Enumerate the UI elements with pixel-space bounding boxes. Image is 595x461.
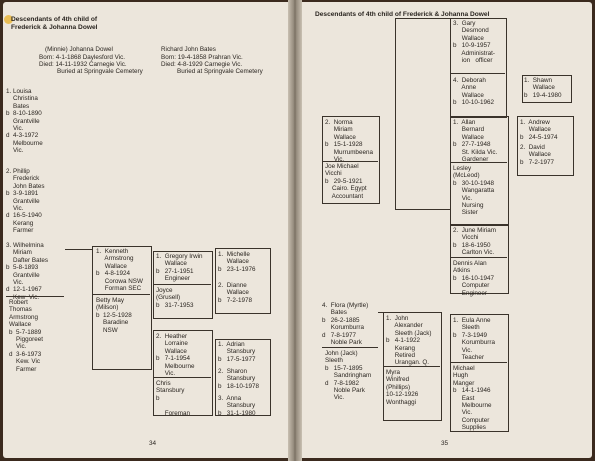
eula-entry: 1. Eula Anne Sleeth b 7-3-1949 Korumburra Vic. Teacher <box>453 317 495 362</box>
andrew-entry: 1. Andrew Wallace b 24-5-1974 <box>520 119 558 141</box>
father-died: Died: 4-8-1929 Carnegie Vic. <box>161 61 243 68</box>
spouse-divider <box>322 161 378 162</box>
left-title-line1: Descendants of 4th child of <box>11 16 98 23</box>
father-buried: Buried at Springvale Cemetery <box>177 68 263 75</box>
gggc-4-entry: 2. Sharon Stansbury b 18-10-1978 <box>218 368 259 390</box>
grandchild-1-spouse: Betty May (Milson) b 12-5-1928 Baradine NSW <box>96 297 132 334</box>
eula-spouse: Michael Hugh Manger b 14-1-1946 East Melbourne Vic. Computer Supplies <box>453 365 492 432</box>
child-4-spouse: John (Jack) Sleeth b 15-7-1895 Sandringham d 7-8-1982 Noble Park Vic. <box>325 350 372 402</box>
allan-entry: 1. Allan Bernard Wallace b 27-7-1948 St. Kilda Vic. Gardener <box>453 119 498 164</box>
book-gutter <box>288 0 302 461</box>
spouse-divider <box>450 162 507 163</box>
spouse-divider <box>383 366 440 367</box>
great-grandchild-2-entry: 2. Heather Lorraine Wallace b 7-1-1954 Melbourne Vic. <box>156 333 195 378</box>
child-3-entry: 3. Wilhelmina Miriam Dafter Bates b 5-8-1893 Grantville Vic. d 12-1-1967 Kew Vic. <box>6 242 48 301</box>
child-2-entry: 2. Phillip Frederick John Bates b 3-9-1891 Grantville Vic. d 16-5-1940 Kerang Farmer <box>6 168 45 235</box>
june-spouse: Dennis Alan Atkins b 16-10-1947 Computer Engineer <box>453 260 494 297</box>
spouse-divider <box>450 362 507 363</box>
spouse-divider <box>450 257 507 258</box>
father-born: Born: 19-4-1858 Prahran Vic. <box>161 54 243 61</box>
spouse-divider <box>153 284 211 285</box>
connector-line <box>395 18 450 19</box>
john-entry: 1. John Alexander Sleeth (Jack) b 4-1-1922 Kerang Retired Urangan. Q. <box>386 315 432 367</box>
shawn-entry: 1. Shawn Wallace b 19-4-1980 <box>524 77 562 99</box>
spouse-divider <box>153 377 211 378</box>
right-page-number: 35 <box>441 440 449 447</box>
john-spouse: Myra Winifred (Phillips) 10-12-1926 Wonthaggi <box>386 369 419 406</box>
spouse-divider <box>6 296 64 297</box>
great-grandchild-1-spouse: Joyce (Grusell) b 31-7-1953 <box>156 287 194 309</box>
left-title-line2: Frederick & Johanna Dowel <box>11 24 98 31</box>
child-1-entry: 1. Louisa Christina Bates b 8-10-1890 Grantville Vic. d 4-3-1972 Melbourne Vic. <box>6 88 43 155</box>
mother-died: Died: 14-11-1932 Carnegie Vic. <box>39 61 127 68</box>
gggc-3-entry: 1. Adrian Stansbury b 17-5-1977 <box>218 341 256 363</box>
great-grandchild-2-spouse: Chris Stansbury b Foreman <box>156 380 190 417</box>
great-grandchild-1-entry: 1. Gregory Irwin Wallace b 27-1-1951 Engineer <box>156 253 203 283</box>
grandchild-3-entry: 3. Gary Desmond Wallace b 10-9-1957 Administrat- ion officer <box>453 20 495 65</box>
spouse-3-entry: Robert Thomas Armstrong Wallace b 5-7-1889 Piggoreet Vic. d 3-6-1973 Kew. Vic Farmer <box>9 299 43 373</box>
spouse-divider <box>322 347 378 348</box>
gggc-5-entry: 3. Anna Stansbury b 31-1-1980 <box>218 395 256 417</box>
mother-name: (Minnie) Johanna Dowel <box>45 46 113 53</box>
divider <box>450 73 505 74</box>
allan-spouse: Lesley (McLeod) b 30-10-1948 Wangaratta Vic. Nursing Sister <box>453 165 495 217</box>
david-entry: 2. David Wallace b 7-2-1977 <box>520 144 554 166</box>
grandchild-1-entry: 1. Kenneth Armstrong Wallace b 4-8-1924 Corowa NSW Forman SEC <box>96 248 143 293</box>
connector-line <box>395 18 396 209</box>
gggc-2-entry: 2. Dianne Wallace b 7-2-1978 <box>218 282 252 304</box>
father-name: Richard John Bates <box>161 46 216 53</box>
grandchild-2-spouse: Joe Michael Vicchi b 29-5-1921 Cairo. Egypt Accountant <box>325 163 367 200</box>
child-4-entry: 4. Flora (Myrtle) Bates b 26-2-1885 Korumburra d 7-8-1977 Noble Park <box>322 302 369 347</box>
connector-line <box>65 249 92 250</box>
june-entry: 2. June Miriam Vicchi b 18-6-1950 Carlton Vic. <box>453 227 497 257</box>
spouse-divider <box>92 294 150 295</box>
right-title: Descendants of 4th child of Frederick & Johanna Dowel <box>315 11 490 18</box>
right-page <box>300 2 592 458</box>
connector-line <box>378 312 383 313</box>
grandchild-2-entry: 2. Norma Miriam Wallace b 15-1-1928 Murrumbeena Vic. <box>325 119 373 164</box>
left-page-number: 34 <box>149 440 157 447</box>
left-page <box>3 2 290 458</box>
mother-buried: Buried at Springvale Cemetery <box>57 68 143 75</box>
gggc-1-entry: 1. Michelle Wallace b 23-1-1976 <box>218 251 256 273</box>
connector-line <box>395 209 450 210</box>
mother-born: Born: 4-1-1868 Daylesford Vic. <box>39 54 125 61</box>
grandchild-4-entry: 4. Deborah Anne Wallace b 10-10-1962 <box>453 77 494 107</box>
